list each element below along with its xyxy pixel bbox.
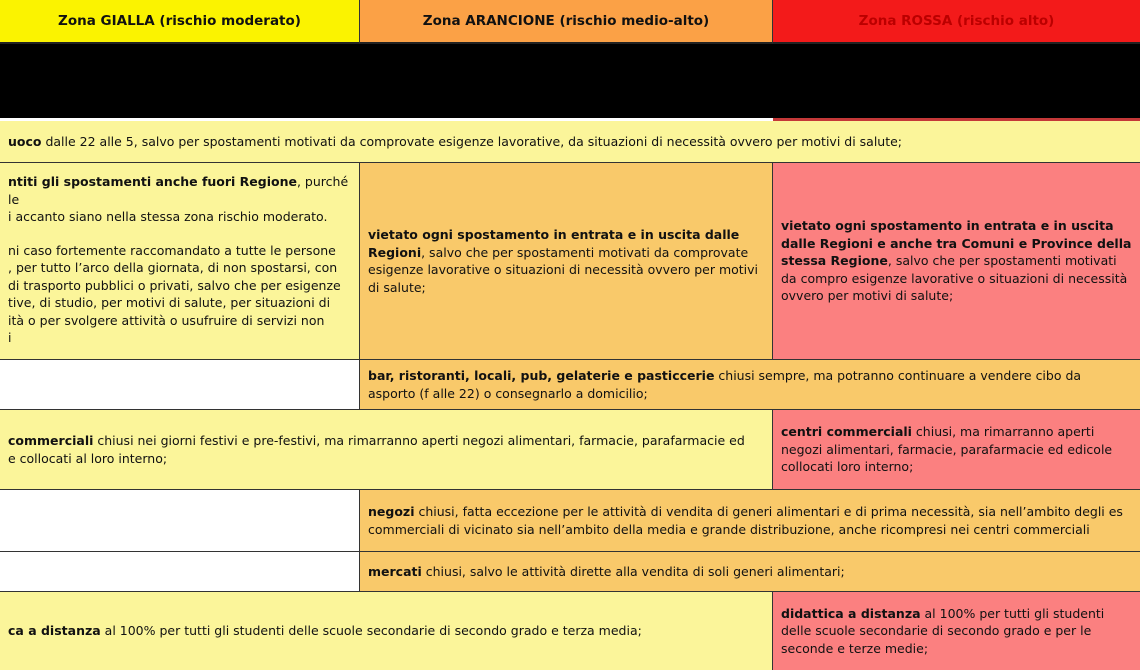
header-yellow-zone: Zona GIALLA (rischio moderato)	[0, 0, 360, 44]
row-distance-learning	[0, 592, 1140, 670]
row-shopping-centers	[0, 410, 1140, 490]
shopping-left-line2: e collocati al loro interno;	[8, 450, 168, 466]
row-movement	[0, 163, 1140, 360]
curfew-bold: uoco	[8, 133, 42, 149]
header-orange-zone: Zona ARANCIONE (rischio medio-alto)	[360, 0, 773, 44]
movement-red-bold: vietato ogni spostamento in entrata e in uscita dalle Regioni e anche tra Comuni e Province della stessa Regione	[781, 218, 1132, 269]
shops-text: chiusi, fatta eccezione per le attività di vendita di generi alimentari e di prima necessità, sia nell’ambito degli es commerciali di vicinato sia nell’ambito della media e grande distribuzione, anche ricompresi nei centri commerciali	[368, 504, 1123, 537]
movement-orange-cell	[360, 163, 773, 360]
shopping-left-text: chiusi nei giorni festivi e pre-festivi, ma rimarranno aperti negozi alimentari, farmacie, parafarmacie ed	[93, 433, 745, 448]
learning-red-cell	[773, 592, 1140, 670]
markets-bold: mercati	[368, 563, 422, 579]
markets-text: chiusi, salvo le attività dirette alla vendita di soli generi alimentari;	[421, 563, 845, 579]
learning-left-cell	[0, 592, 773, 670]
curfew-cell	[0, 121, 1140, 163]
shopping-red-cell	[773, 410, 1140, 490]
shopping-red-bold: centri commerciali	[781, 424, 912, 440]
movement-yellow-cell	[0, 163, 360, 360]
movement-red-text: , salvo che per spostamenti motivati da compro esigenze lavorative o situazioni di necessità ovvero per motivi di salute;	[781, 253, 1128, 304]
markets-empty-cell	[0, 552, 360, 592]
learning-left-bold: ca a distanza	[8, 623, 101, 639]
learning-red-text: al 100% per tutti gli studenti delle scuole secondarie di secondo grado e per le seconde e terze medie;	[781, 605, 1105, 656]
row-shops	[0, 490, 1140, 552]
learning-left-text: al 100% per tutti gli studenti delle scuole secondarie di secondo grado e terza media;	[100, 623, 642, 639]
shops-bold: negozi	[368, 504, 415, 519]
markets-cell	[360, 552, 1140, 592]
shopping-red-text: chiusi, ma rimarranno aperti negozi alimentari, farmacie, parafarmacie ed edicole collocati loro interno;	[781, 424, 1113, 475]
row-curfew	[0, 121, 1140, 163]
shopping-left-cell	[0, 410, 773, 490]
shops-cell	[360, 490, 1140, 552]
bars-cell	[360, 360, 1140, 410]
bars-text: chiusi sempre, ma potranno continuare a vendere cibo da asporto (f alle 22) o consegnarlo a domicilio;	[368, 368, 1082, 401]
row-bars	[0, 360, 1140, 410]
row-markets	[0, 552, 1140, 592]
movement-yellow-para2: ni caso fortemente raccomandato a tutte le persone , per tutto l’arco della giornata, di non spostarsi, con di trasporto pubblici o privati, salvo che per esigenze tive, di studio, per motivi di salute, per situazioni di ità o per svolgere attività o usufruire di servizi non i	[8, 242, 341, 345]
movement-orange-bold: vietato ogni spostamento in entrata e in uscita dalle Regioni	[368, 227, 740, 260]
movement-yellow-line2: i accanto siano nella stessa zona rischio moderato.	[8, 209, 328, 224]
shops-empty-cell	[0, 490, 360, 552]
learning-red-bold: didattica a distanza	[781, 605, 921, 621]
movement-orange-text: , salvo che per spostamenti motivati da comprovate esigenze lavorative o situazioni di necessità ovvero per motivi di salute;	[368, 244, 759, 295]
bars-empty-cell	[0, 360, 360, 410]
bars-bold: bar, ristoranti, locali, pub, gelaterie e pasticcerie	[368, 368, 715, 383]
movement-yellow-text: , purché le	[8, 174, 349, 207]
movement-red-cell	[773, 163, 1140, 360]
redaction-bar	[0, 44, 1140, 118]
movement-yellow-bold: ntiti gli spostamenti anche fuori Regione	[8, 174, 297, 189]
header-red-zone: Zona ROSSA (rischio alto)	[773, 0, 1140, 44]
header-row	[0, 0, 1140, 44]
curfew-text: dalle 22 alle 5, salvo per spostamenti motivati da comprovate esigenze lavorative, da situazioni di necessità ovvero per motivi di salute;	[41, 133, 903, 149]
shopping-left-bold: commerciali	[8, 433, 94, 448]
